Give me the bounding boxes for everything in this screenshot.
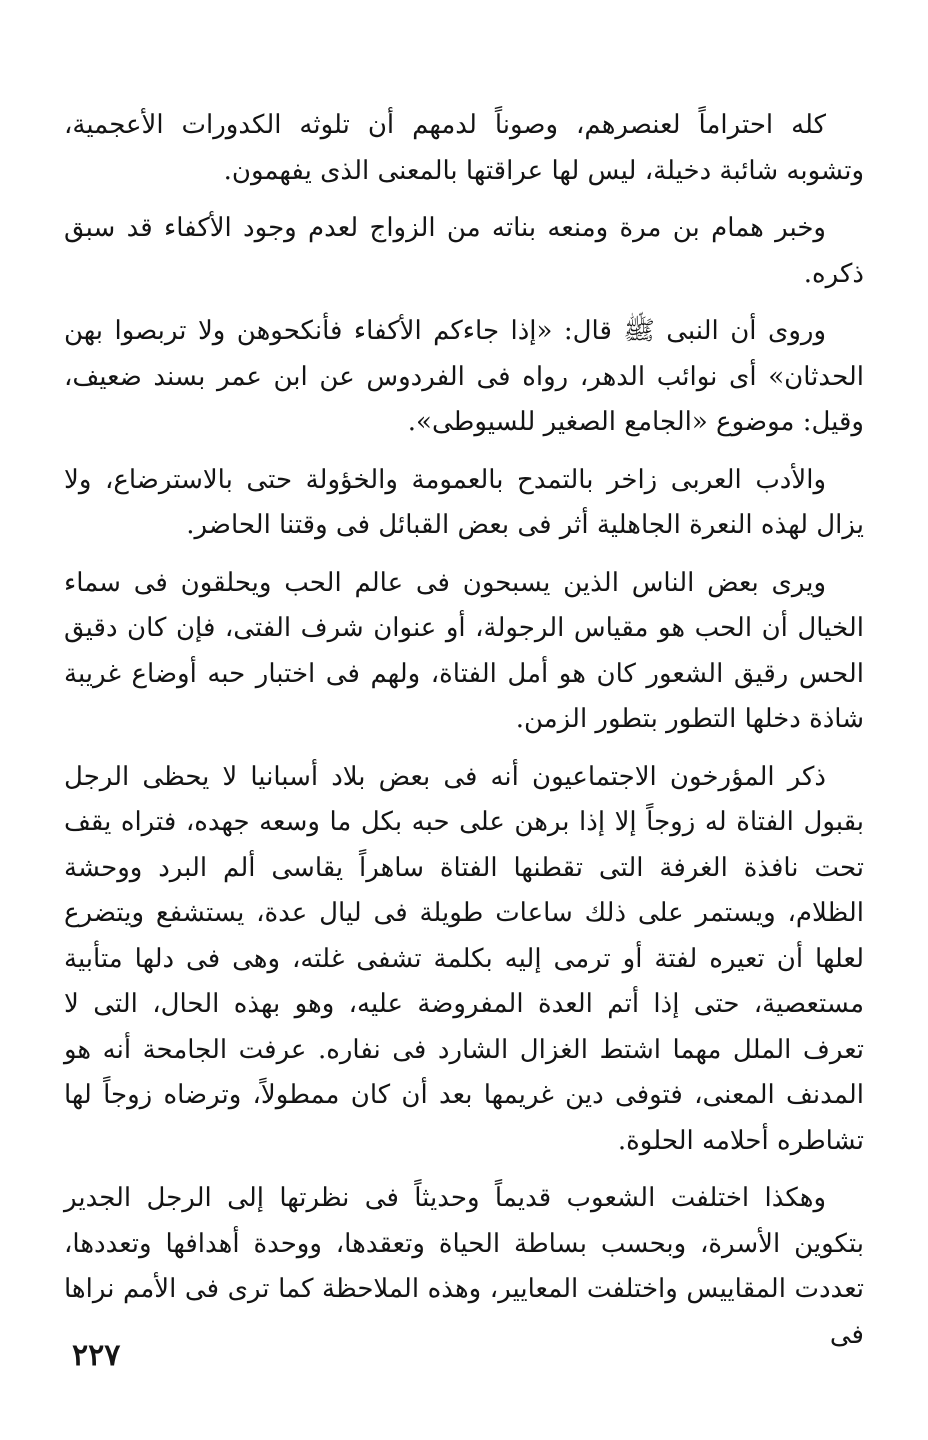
paragraph-5: ويرى بعض الناس الذين يسبحون فى عالم الحب ويحلقون فى سماء الخيال أن الحب هو مقياس الرجولة، أو عنوان شرف الفتى، فإن كان دقيق الحس رقيق الشعور كان هو أمل الفتاة، ولهم فى اختبار حبه أوضاع غريبة شاذة دخلها التطور بتطور الزمن. (64, 567, 864, 734)
page-number: ٢٢٧ (72, 1338, 121, 1373)
paragraph-1: كله احتراماً لعنصرهم، وصوناً لدمهم أن تلوثه الكدورات الأعجمية، وتشوبه شائبة دخيلة، ليس لها عراقتها بالمعنى الذى يفهمون. (64, 110, 864, 186)
body-text (64, 103, 864, 1370)
paragraph-3: وروى أن النبى ﷺ قال: «إذا جاءكم الأكفاء فأنكحوهن ولا تربصوا بهن الحدثان» أى نوائب الدهر، رواه فى الفردوس عن ابن عمر بسند ضعيف، وقيل: موضوع «الجامع الصغير للسيوطى». (64, 316, 864, 437)
paragraph-6: ذكر المؤرخون الاجتماعيون أنه فى بعض بلاد أسبانيا لا يحظى الرجل بقبول الفتاة له زوجاً إلا إذا برهن على حبه بكل ما وسعه جهده، فتراه يقف تحت نافذة الغرفة التى تقطنها الفتاة ساهراً يقاسى ألم البرد ووحشة الظلام، ويستمر على ذلك ساعات طويلة فى ليال عدة، يستشفع ويتضرع لعلها أن تعيره لفتة أو ترمى إليه بكلمة تشفى غلته، وهى فى دلها متأبية مستعصية، حتى إذا أتم العدة المفروضة عليه، وهو بهذه الحال، التى لا تعرف الملل مهما اشتط الغزال الشارد فى نفاره. عرفت الجامحة أنه هو المدنف المعنى، فتوفى دين غريمها بعد أن كان ممطولاً، وترضاه زوجاً لها تشاطره أحلامه الحلوة. (64, 761, 864, 1156)
paragraph-7: وهكذا اختلفت الشعوب قديماً وحديثاً فى نظرتها إلى الرجل الجدير بتكوين الأسرة، وبحسب بساطة الحياة وتعقدها، ووحدة أهدافها وتعددها، تعددت المقاييس واختلفت المعايير، وهذه الملاحظة كما ترى فى الأمم نراها فى (64, 1183, 864, 1350)
paragraph-2: وخبر همام بن مرة ومنعه بناته من الزواج لعدم وجود الأكفاء قد سبق ذكره. (64, 213, 864, 289)
paragraph-4: والأدب العربى زاخر بالتمدح بالعمومة والخؤولة حتى بالاسترضاع، ولا يزال لهذه النعرة الجاهلية أثر فى بعض القبائل فى وقتنا الحاضر. (64, 464, 864, 540)
